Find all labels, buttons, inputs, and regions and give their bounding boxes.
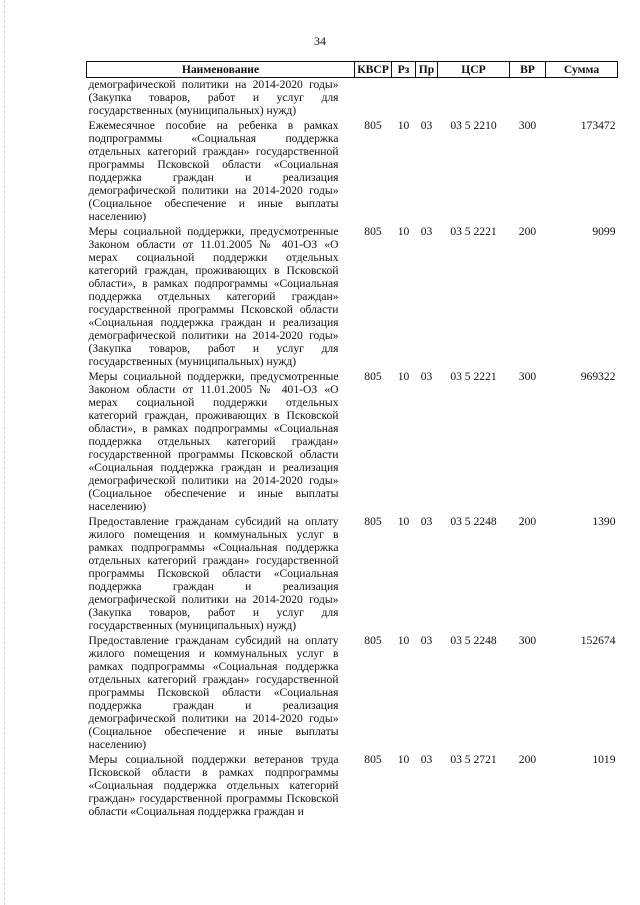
header-csr: ЦСР [438, 62, 510, 78]
row-pr: 03 [420, 634, 433, 647]
row-csr: 03 5 2221 [450, 370, 497, 383]
row-kvsr: 805 [364, 515, 382, 528]
row-vr: 200 [518, 753, 537, 766]
table-row [87, 515, 618, 634]
row-rz: 10 [397, 515, 410, 528]
table-header-row [87, 62, 618, 78]
row-pr: 03 [420, 119, 433, 132]
row-vr: 300 [518, 119, 537, 132]
scan-edge [4, 0, 6, 905]
row-kvsr: 805 [364, 753, 382, 766]
row-name: Меры социальной поддержки ветеранов труда Псковской области в рамках подпрограммы «Социальная поддержка отдельных категорий граждан» государственной программы Псковской области «Социальная поддержка граждан и [88, 753, 339, 818]
header-rz: Рз [392, 62, 416, 78]
row-pr: 03 [420, 370, 433, 383]
row-name: Предоставление гражданам субсидий на оплату жилого помещения и коммунальных услуг в рамках подпрограммы «Социальная поддержка отдельных категорий граждан» государственной программы Псковской области «Социальная поддержка граждан и реализация демографической политики на 2014-2020 годы» (Социальное обеспечение и иные выплаты населению) [88, 634, 339, 751]
row-sum [546, 78, 618, 120]
table-row [87, 753, 618, 820]
row-csr: 03 5 2210 [450, 119, 497, 132]
row-csr: 03 5 2721 [450, 753, 497, 766]
row-sum: 1390 [592, 515, 616, 528]
row-sum: 173472 [580, 119, 616, 132]
page-number: 34 [314, 34, 326, 48]
row-rz: 10 [397, 225, 410, 238]
table-row [87, 78, 618, 120]
budget-table [86, 61, 618, 820]
row-pr: 03 [420, 515, 433, 528]
table-row [87, 225, 618, 370]
row-kvsr: 805 [364, 225, 382, 238]
header-name: Наименование [87, 62, 355, 78]
row-kvsr: 805 [364, 370, 382, 383]
table-row [87, 634, 618, 753]
row-rz: 10 [397, 753, 410, 766]
row-vr [510, 78, 546, 120]
row-pr: 03 [420, 753, 433, 766]
row-rz [392, 78, 416, 120]
row-name: Меры социальной поддержки, предусмотренные Законом области от 11.01.2005 № 401-ОЗ «О мерах социальной поддержки отдельных категорий граждан, проживающих в Псковской области», в рамках подпрограммы «Социальная поддержка отдельных категорий граждан» государственной программы Псковской области «Социальная поддержка граждан и реализация демографической политики на 2014-2020 годы» (Социальное обеспечение и иные выплаты населению) [88, 370, 339, 513]
row-kvsr [355, 78, 392, 120]
row-rz: 10 [397, 119, 410, 132]
row-vr: 200 [518, 225, 537, 238]
row-csr [438, 78, 510, 120]
row-sum: 969322 [580, 370, 616, 383]
header-sum: Сумма [546, 62, 618, 78]
header-pr: Пр [416, 62, 438, 78]
row-sum: 1019 [592, 753, 616, 766]
row-name: демографической политики на 2014-2020 годы» (Закупка товаров, работ и услуг для государственных (муниципальных) нужд) [88, 78, 339, 117]
row-name: Предоставление гражданам субсидий на оплату жилого помещения и коммунальных услуг в рамках подпрограммы «Социальная поддержка отдельных категорий граждан» государственной программы Псковской области «Социальная поддержка граждан и реализация демографической политики на 2014-2020 годы» (Закупка товаров, работ и услуг для государственных (муниципальных) нужд) [88, 515, 339, 632]
row-sum: 9099 [592, 225, 616, 238]
row-name: Ежемесячное пособие на ребенка в рамках подпрограммы «Социальная поддержка отдельных категорий граждан» государственной программы Псковской области «Социальная поддержка граждан и реализация демографической политики на 2014-2020 годы» (Социальное обеспечение и иные выплаты населению) [88, 119, 339, 223]
row-vr: 200 [518, 515, 537, 528]
row-csr: 03 5 2221 [450, 225, 497, 238]
row-vr: 300 [518, 370, 537, 383]
row-csr: 03 5 2248 [450, 515, 497, 528]
table-row [87, 370, 618, 515]
row-rz: 10 [397, 370, 410, 383]
header-vr: ВР [510, 62, 546, 78]
row-sum: 152674 [580, 634, 616, 647]
row-pr [416, 78, 438, 120]
row-kvsr: 805 [364, 634, 382, 647]
row-pr: 03 [420, 225, 433, 238]
row-csr: 03 5 2248 [450, 634, 497, 647]
row-rz: 10 [397, 634, 410, 647]
row-name: Меры социальной поддержки, предусмотренные Законом области от 11.01.2005 № 401-ОЗ «О мерах социальной поддержки отдельных категорий граждан, проживающих в Псковской области», в рамках подпрограммы «Социальная поддержка отдельных категорий граждан» государственной программы Псковской области «Социальная поддержка граждан и реализация демографической политики на 2014-2020 годы» (Закупка товаров, работ и услуг для государственных (муниципальных) нужд) [88, 225, 339, 368]
row-kvsr: 805 [364, 119, 382, 132]
table-row [87, 119, 618, 225]
row-vr: 300 [518, 634, 537, 647]
header-kvsr: КВСР [355, 62, 392, 78]
